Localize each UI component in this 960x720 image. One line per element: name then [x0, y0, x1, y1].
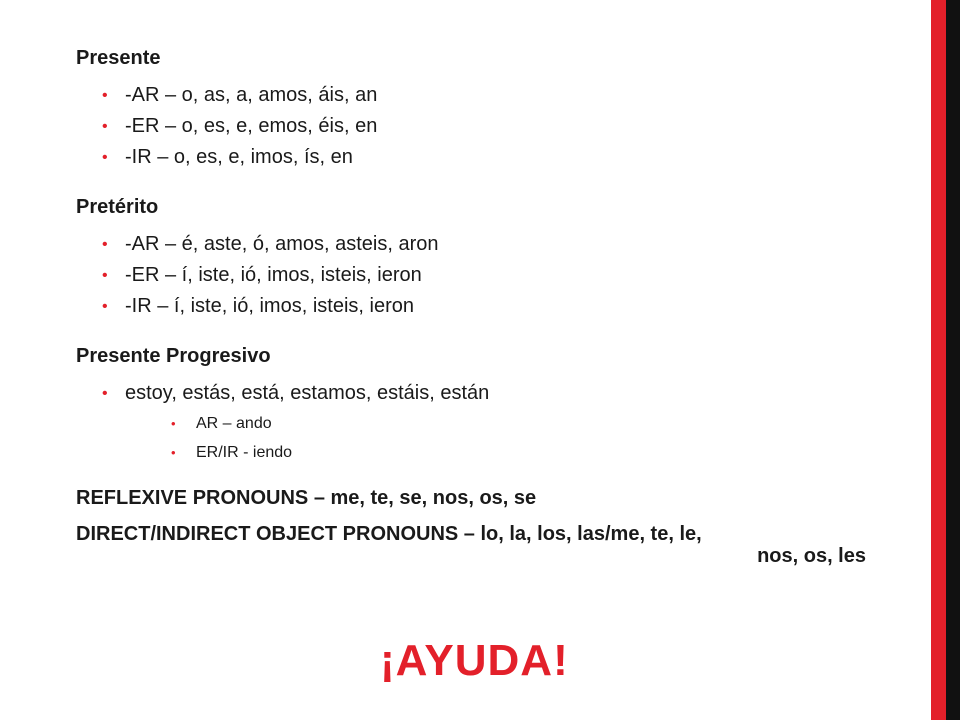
list-item: • -ER – o, es, e, emos, éis, en: [76, 111, 916, 142]
list-item: • -ER – í, iste, ió, imos, isteis, ieron: [76, 260, 916, 291]
preterito-list: [76, 229, 916, 322]
list-item: • -IR – o, es, e, imos, ís, en: [76, 142, 916, 173]
presente-list: [76, 80, 916, 173]
slide-title: ¡AYUDA!: [380, 636, 569, 685]
red-side-bar: [931, 0, 946, 720]
progresivo-list: [76, 378, 916, 409]
object-pronouns-line-2: nos, os, les: [757, 545, 866, 567]
list-item: • -IR – í, iste, ió, imos, isteis, ieron: [76, 291, 916, 322]
progresivo-heading: Presente Progresivo: [76, 345, 271, 367]
list-item: • -AR – é, aste, ó, amos, asteis, aron: [76, 229, 916, 260]
slide-content: [76, 44, 916, 567]
black-side-bar: [946, 0, 960, 720]
object-pronouns-line-1: DIRECT/INDIRECT OBJECT PRONOUNS – lo, la, los, las/me, te, le,: [76, 523, 702, 545]
list-item: • -AR – o, as, a, amos, áis, an: [76, 80, 916, 111]
preterito-heading: Pretérito: [76, 196, 159, 218]
list-item: • ER/IR - iendo: [76, 438, 916, 467]
progresivo-sublist: [76, 409, 916, 467]
list-item: • AR – ando: [76, 409, 916, 438]
presente-heading: Presente: [76, 47, 161, 69]
list-item: • estoy, estás, está, estamos, estáis, están: [76, 378, 916, 409]
reflexive-pronouns: REFLEXIVE PRONOUNS – me, te, se, nos, os, se: [76, 487, 537, 509]
